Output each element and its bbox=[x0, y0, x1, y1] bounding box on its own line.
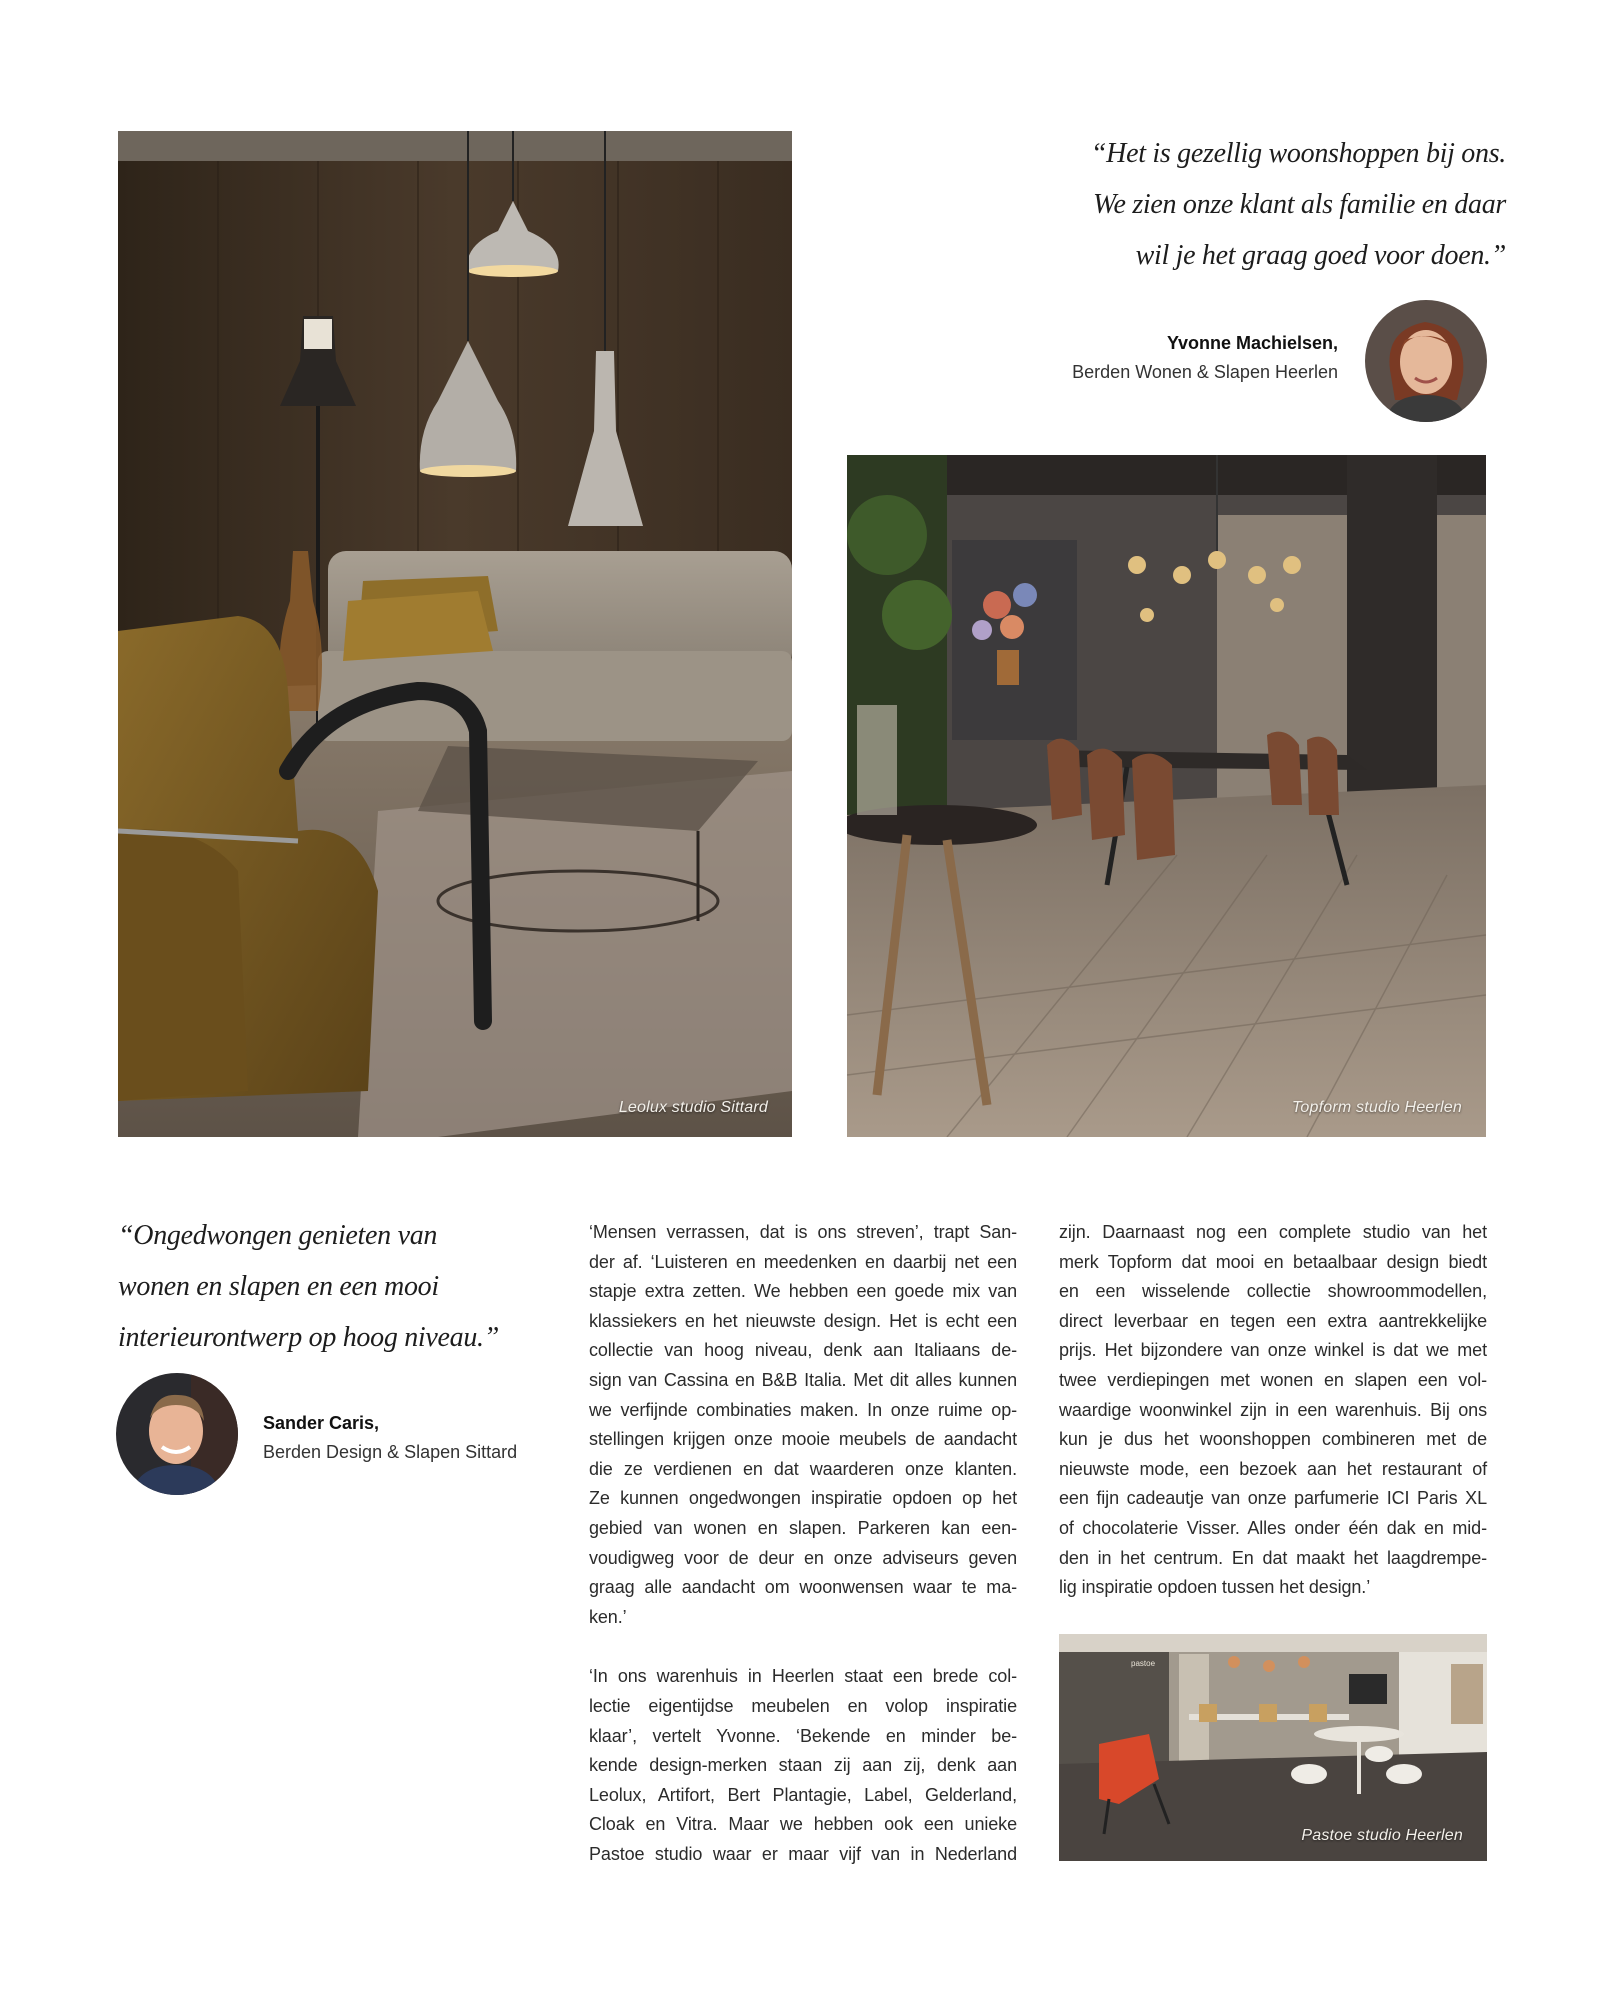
text-line: Leolux, Artifort, Bert Plantagie, Label, Gelderland, bbox=[589, 1784, 1017, 1805]
text-line: zijn. Daarnaast nog een complete studio van het bbox=[1059, 1222, 1487, 1242]
text-line: die ze verdienen en dat waarderen onze klanten. bbox=[589, 1458, 1017, 1479]
text-line: we verfijnde combinaties maken. In onze ruime op- bbox=[589, 1399, 1017, 1420]
text-line: den in het centrum. En dat maakt het laagdrempe- bbox=[1059, 1547, 1487, 1568]
photo-pastoe-studio bbox=[1059, 1634, 1487, 1861]
text-line: voudigweg voor de deur en onze adviseurs geven bbox=[589, 1547, 1017, 1568]
pull-quote-left bbox=[118, 1210, 538, 1363]
text-line: stellingen krijgen onze mooie meubels de aandacht bbox=[589, 1429, 1017, 1450]
text-line: merk Topform dat mooi en betaalbaar design biedt bbox=[1059, 1251, 1487, 1272]
photo-caption: Pastoe studio Heerlen bbox=[1301, 1827, 1463, 1844]
text-line: lectie eigentijdse meubelen en volop inspiratie bbox=[589, 1695, 1017, 1716]
text-line: ken.’ bbox=[589, 1606, 627, 1627]
text-line: ‘Mensen verrassen, dat is ons streven’, trapt San- bbox=[589, 1222, 1017, 1242]
text-line: graag alle aandacht om woonwensen waar te ma- bbox=[589, 1577, 1017, 1598]
text-line: Pastoe studio waar er maar vijf van in Nederland bbox=[589, 1843, 1017, 1864]
person-name: Yvonne Machielsen, bbox=[1166, 333, 1338, 353]
text-line: kun je dus het woonshoppen combineren met de bbox=[1059, 1429, 1487, 1450]
photo-caption: Leolux studio Sittard bbox=[618, 1099, 768, 1116]
quote-line: “Ongedwongen genieten van bbox=[118, 1220, 438, 1251]
quote-line: We zien onze klant als familie en daar bbox=[1093, 189, 1506, 220]
text-line: of chocolaterie Visser. Alles onder één dak en mid- bbox=[1059, 1517, 1487, 1538]
quote-line: wil je het graag goed voor doen.” bbox=[1135, 240, 1506, 271]
text-line: en een wisselende collectie showroommodellen, bbox=[1059, 1281, 1487, 1302]
quote-line: interieurontwerp op hoog niveau.” bbox=[118, 1322, 500, 1353]
avatar-sander bbox=[116, 1373, 238, 1495]
person-name: Sander Caris, bbox=[263, 1413, 380, 1433]
person-organization: Berden Wonen & Slapen Heerlen bbox=[1072, 362, 1338, 382]
text-line: twee verdiepingen met wonen en slapen een vol- bbox=[1059, 1369, 1487, 1390]
text-line: kende design-merken staan zij aan zij, denk aan bbox=[589, 1755, 1017, 1776]
text-line: der af. ‘Luisteren en meedenken en daarbij net een bbox=[589, 1251, 1017, 1272]
photo-topform-studio bbox=[847, 455, 1486, 1137]
text-line: lig inspiratie opdoen tussen het design.’ bbox=[1059, 1577, 1371, 1598]
text-line: prijs. Het bijzondere van onze winkel is dat we met bbox=[1059, 1340, 1487, 1361]
text-line: klaar’, vertelt Yvonne. ‘Bekende en minder be- bbox=[589, 1725, 1017, 1746]
text-line: waardige woonwinkel zijn in een warenhuis. Bij ons bbox=[1059, 1399, 1487, 1420]
pull-quote-top bbox=[986, 128, 1506, 281]
leolux-interior-image bbox=[118, 131, 792, 1137]
person-credit-top bbox=[1072, 333, 1338, 383]
paragraph bbox=[589, 1218, 1017, 1632]
text-line: Cloak en Vitra. Maar we hebben ook een unieke bbox=[589, 1814, 1017, 1835]
pastoe-sign: pastoe bbox=[1131, 1659, 1156, 1668]
person-organization: Berden Design & Slapen Sittard bbox=[263, 1442, 518, 1462]
text-line: klassiekers en het nieuwste design. Het is echt een bbox=[589, 1310, 1017, 1331]
avatar-yvonne bbox=[1365, 300, 1487, 422]
topform-interior-image bbox=[847, 455, 1486, 1137]
portrait-image bbox=[116, 1373, 238, 1495]
text-line: nieuwste mode, een bezoek aan het restaurant of bbox=[1059, 1458, 1487, 1479]
photo-leolux-studio bbox=[118, 131, 792, 1137]
person-credit-left bbox=[263, 1413, 517, 1463]
quote-line: wonen en slapen en een mooi bbox=[118, 1271, 439, 1302]
text-line: stapje extra zetten. We hebben een goede mix van bbox=[589, 1281, 1017, 1302]
text-line: een fijn cadeautje van onze parfumerie ICI Paris XL bbox=[1059, 1488, 1487, 1509]
paragraph bbox=[589, 1662, 1017, 1869]
text-line: Ze kunnen ongedwongen inspiratie opdoen op het bbox=[589, 1488, 1017, 1509]
article-column-middle bbox=[589, 1218, 1017, 1869]
photo-caption: Topform studio Heerlen bbox=[1291, 1099, 1462, 1116]
text-line: direct leverbaar en tegen een extra aantrekkelijke bbox=[1059, 1310, 1487, 1331]
quote-line: “Het is gezellig woonshoppen bij ons. bbox=[1090, 138, 1506, 169]
text-line: sign van Cassina en B&B Italia. Met dit alles kunnen bbox=[589, 1369, 1017, 1390]
text-line: ‘In ons warenhuis in Heerlen staat een brede col- bbox=[589, 1666, 1017, 1687]
article-column-right bbox=[1059, 1218, 1487, 1603]
text-line: gebied van wonen en slapen. Parkeren kan een- bbox=[589, 1517, 1017, 1538]
portrait-image bbox=[1365, 300, 1487, 422]
text-line: collectie van hoog niveau, denk aan Italiaans de- bbox=[589, 1340, 1017, 1361]
